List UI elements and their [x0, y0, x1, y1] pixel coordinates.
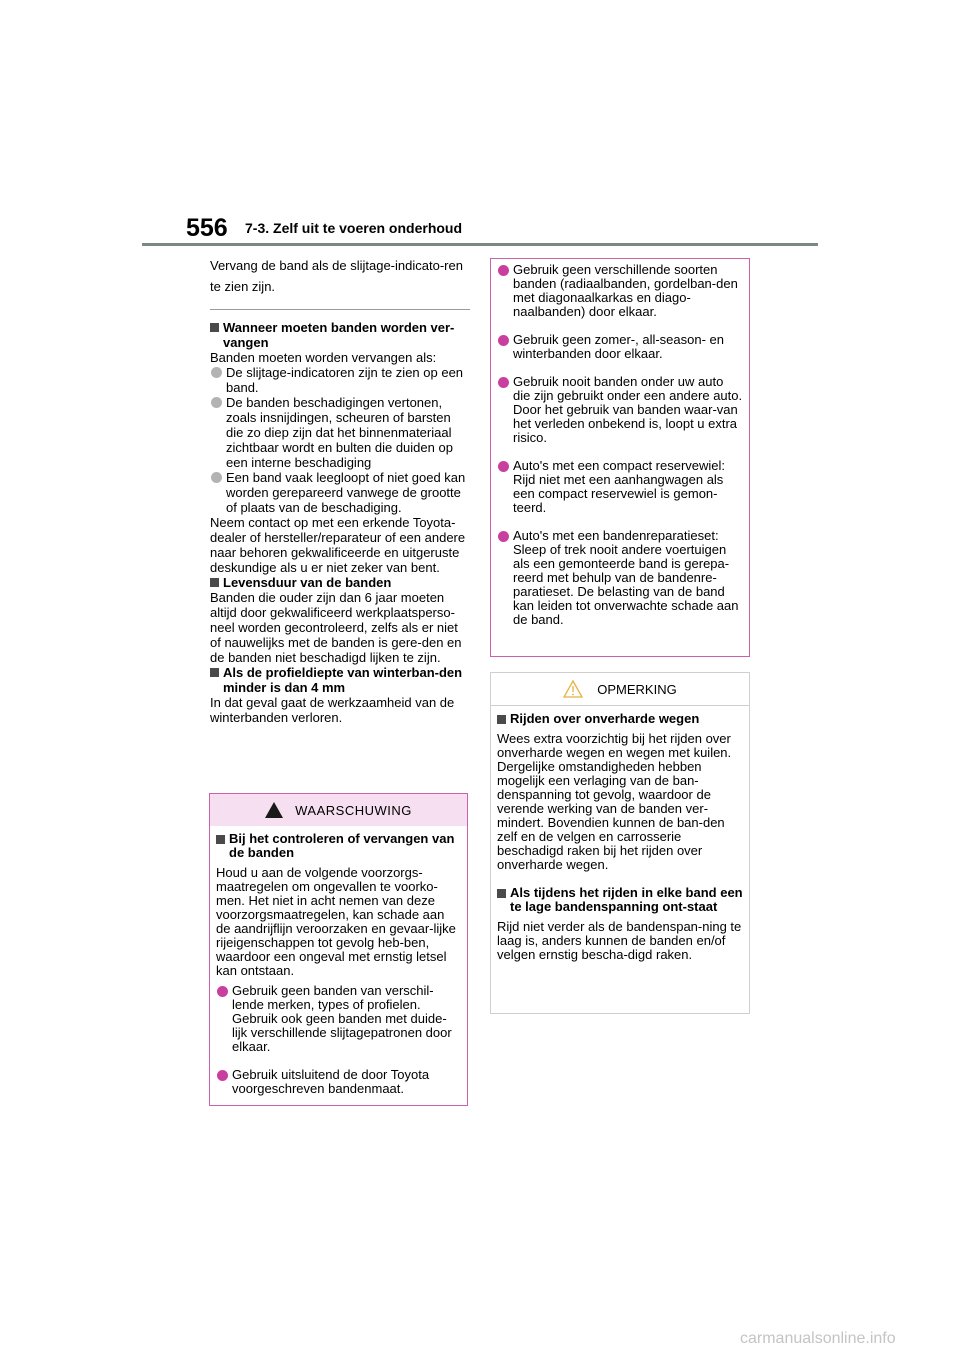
square-bullet-icon: [210, 578, 219, 587]
bullet-dot-icon: [211, 397, 222, 408]
list-item: Gebruik uitsluitend de door Toyota voorgeschreven bandenmaat.: [216, 1068, 461, 1096]
list-item: Gebruik geen verschillende soorten banden (radiaalbanden, gordelban-den met diagonaalkarkas en diago-naalbanden) door elkaar.: [497, 263, 743, 319]
note-title: OPMERKING: [597, 681, 677, 697]
list-item: De slijtage-indicatoren zijn te zien op een band.: [210, 365, 470, 395]
bullet-dot-icon: [498, 265, 509, 276]
heading-winter-tread: Als de profieldiepte van winterban-den minder is dan 4 mm: [210, 665, 470, 695]
paragraph: Door het gebruik van banden waar-van het verleden onbekend is, loopt u extra risico.: [513, 402, 738, 445]
warning-text: Houd u aan de volgende voorzorgs-maatregelen om ongevallen te voorko-men. Het niet in acht nemen van deze voorzorgsmaatregelen, kan schade aan de aandrijflijn veroorzaken en gevaar-lijke rijeigenschappen tot gevolg heb-ben, waardoor een ongeval met ernstig letsel kan ontstaan.: [216, 865, 456, 978]
note-header: [491, 673, 749, 706]
intro-text: Vervang de band als de slijtage-indicato-ren te zien zijn.: [210, 258, 463, 294]
paragraph: In dat geval gaat de werkzaamheid van de winterbanden verloren.: [210, 695, 455, 725]
header-rule: [142, 243, 818, 246]
bullet-dot-icon: [211, 367, 222, 378]
square-bullet-icon: [210, 668, 219, 677]
warning-triangle-icon: [265, 802, 283, 818]
list-item: Gebruik geen zomer-, all-season- en winterbanden door elkaar.: [497, 333, 743, 361]
list-item: Een band vaak leegloopt of niet goed kan worden gerepareerd vanwege de grootte of plaats van de beschadiging.: [210, 470, 470, 515]
page-number: 556: [186, 214, 228, 242]
bullet-dot-icon: [498, 531, 509, 542]
list-item: Auto's met een compact reservewiel: Rijd niet met een aanhangwagen als een compact reservewiel is gemon-teerd.: [497, 459, 743, 515]
note-box: [490, 672, 750, 1014]
bullet-dot-icon: [498, 461, 509, 472]
warning-header: [210, 794, 467, 826]
bullet-dot-icon: [498, 377, 509, 388]
paragraph: Dergelijke omstandigheden hebben mogelijk een verlaging van de ban-denspanning tot gevolg, waardoor de verende werking van de banden ver-mindert. Bovendien kunnen de ban-den zelf en de velgen en carrosserie beschadigd raken bij het rijden over onverharde wegen.: [497, 759, 725, 872]
bullet-dot-icon: [211, 472, 222, 483]
paragraph: Wees extra voorzichtig bij het rijden over onverharde wegen en wegen met kuilen.: [497, 731, 732, 760]
caution-outline-icon: [563, 680, 583, 698]
bullet-dot-icon: [498, 335, 509, 346]
paragraph: Neem contact op met een erkende Toyota-dealer of hersteller/reparateur of een andere naar behoren gekwalificeerde en uitgeruste deskundige als u er niet zeker van bent.: [210, 515, 466, 575]
section-title: 7-3. Zelf uit te voeren onderhoud: [245, 220, 463, 236]
bullet-dot-icon: [217, 1070, 228, 1081]
list-item: Auto's met een bandenreparatieset: Sleep of trek nooit andere voertuigen als een gemonteerde band is gerepa-reerd met behulp van de bandenre-paratieset. De belasting van de band kan leiden tot onverwachte schade aan de band.: [497, 529, 743, 627]
list-item: Gebruik geen banden van verschil-lende merken, types of profielen. Gebruik ook geen banden met duide-lijk verschillende slijtagepatronen door elkaar.: [216, 984, 461, 1054]
watermark: carmanualsonline.info: [740, 1330, 896, 1347]
warning-heading: Bij het controleren of vervangen van de banden: [216, 832, 461, 860]
note-heading-low-pressure: Als tijdens het rijden in elke band een te lage bandenspanning ont-staat: [497, 886, 743, 914]
square-bullet-icon: [497, 889, 506, 898]
note-heading-unpaved: Rijden over onverharde wegen: [497, 712, 743, 726]
bullet-dot-icon: [217, 986, 228, 997]
list-item: Gebruik nooit banden onder uw auto die zijn gebruikt onder een andere auto.: [497, 375, 743, 403]
divider: [210, 309, 470, 310]
left-column: [210, 255, 470, 725]
heading-tire-lifespan: Levensduur van de banden: [210, 575, 470, 590]
warning-box: [209, 793, 468, 1106]
square-bullet-icon: [210, 323, 219, 332]
paragraph: Banden die ouder zijn dan 6 jaar moeten altijd door gekwalificeerd werkplaatsperso-neel worden gecontroleerd, zelfs als er niet of nauwelijks met de banden is gere-den en de banden niet beschadigd lijken te zijn.: [210, 590, 462, 665]
paragraph: Rijd niet verder als de bandenspan-ning te laag is, anders kunnen de banden en/of velgen ernstig bescha-digd raken.: [497, 919, 742, 962]
lead-text: Banden moeten worden vervangen als:: [210, 350, 437, 365]
heading-replace-tires: Wanneer moeten banden worden ver-vangen: [210, 320, 470, 350]
warning-box-continued: [490, 258, 750, 657]
square-bullet-icon: [497, 715, 506, 724]
list-item: De banden beschadigingen vertonen, zoals insnijdingen, scheuren of barsten die zo diep zijn dat het binnenmateriaal zichtbaar wordt en bulten die duiden op een interne beschadiging: [210, 395, 470, 470]
square-bullet-icon: [216, 835, 225, 844]
warning-title: WAARSCHUWING: [295, 802, 412, 818]
